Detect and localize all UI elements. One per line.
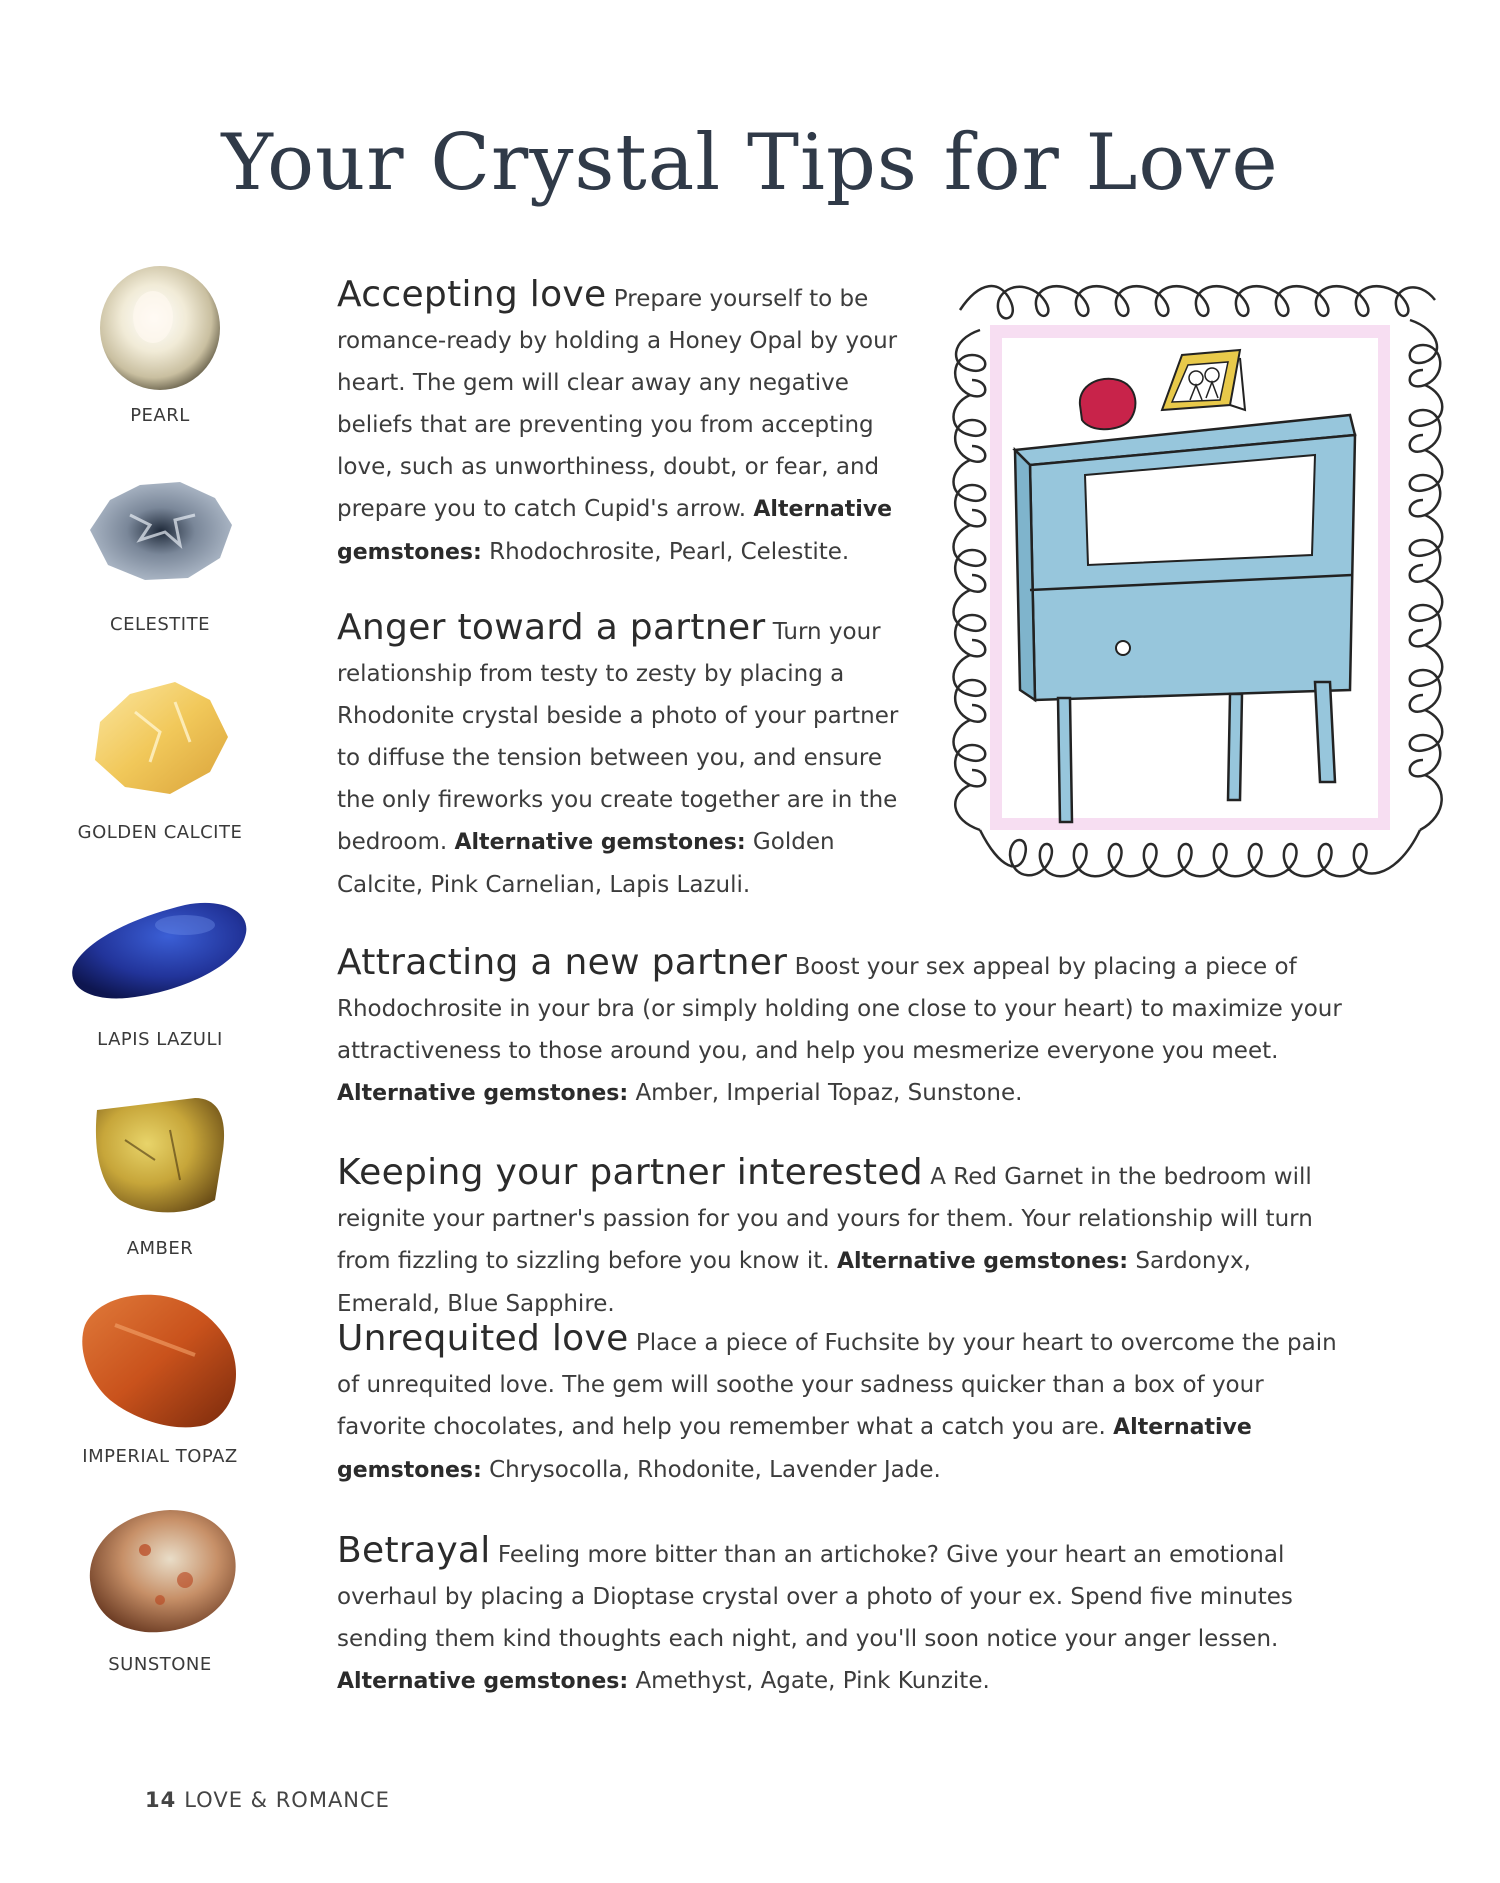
tip-unrequited-love (337, 1318, 1357, 1492)
tip-alt-label: Alternative gemstones: (337, 1081, 629, 1106)
tip-alt-list: Chrysocolla, Rhodonite, Lavender Jade. (481, 1457, 941, 1483)
tip-betrayal (337, 1530, 1357, 1703)
tip-anger-toward-partner (337, 607, 927, 906)
tip-alt-list: Golden Calcite, Pink Carnelian, Lapis Lazuli. (337, 829, 835, 898)
tip-alt-list: Sardonyx, Emerald, Blue Sapphire. (337, 1248, 1251, 1317)
tip-attracting-new-partner (337, 942, 1357, 1115)
page-number: 14 (145, 1788, 177, 1812)
tip-body: Place a piece of Fuchsite by your heart to overcome the pain of unrequited love. The gem will soothe your sadness quicker than a box of your favorite chocolates, and help you remember what a catch you are. (337, 1330, 1337, 1440)
amber-image (0, 1090, 320, 1220)
tip-heading: Anger toward a partner (337, 607, 766, 648)
tip-body: Prepare yourself to be romance-ready by holding a Honey Opal by your heart. The gem will clear away any negative beliefs that are preventing you from accepting love, such as unworthiness, doubt, or fear, and prepare you to catch Cupid's arrow. (337, 286, 898, 522)
tip-alt-label: Alternative gemstones: (454, 830, 746, 855)
page-footer (145, 1788, 390, 1812)
imperial-topaz-image (0, 1285, 320, 1435)
golden-calcite-image (0, 672, 320, 802)
gem-label-amber: AMBER (126, 1238, 194, 1259)
gem-label-pearl: PEARL (130, 405, 190, 426)
tip-body: Turn your relationship from testy to zesty by placing a Rhodonite crystal beside a photo of your partner to diffuse the tension between you, and ensure the only fireworks you create together are in the bedroom. (337, 619, 899, 855)
lapis-lazuli-image (0, 895, 320, 1005)
tip-heading: Unrequited love (337, 1318, 629, 1359)
tip-body: Feeling more bitter than an artichoke? Give your heart an emotional overhaul by placing a Dioptase crystal over a photo of your ex. Spend five minutes sending them kind thoughts each night, and you'll soon notice your anger lessen. (337, 1542, 1293, 1652)
tip-alt-list: Rhodochrosite, Pearl, Celestite. (481, 539, 850, 565)
tip-keeping-partner-interested (337, 1152, 1357, 1325)
tip-alt-label: Alternative gemstones: (337, 1415, 1252, 1483)
tip-alt-list: Amethyst, Agate, Pink Kunzite. (628, 1668, 990, 1694)
pearl-image (0, 262, 320, 392)
celestite-image (0, 470, 320, 590)
tip-body: A Red Garnet in the bedroom will reignite your partner's passion for you and yours for them. Your relationship will turn from fizzling to sizzling before you know it. (337, 1164, 1313, 1274)
tip-heading: Accepting love (337, 274, 607, 315)
tip-heading: Betrayal (337, 1530, 491, 1571)
tip-heading: Keeping your partner interested (337, 1152, 923, 1193)
tip-heading: Attracting a new partner (337, 942, 788, 983)
gem-label-golden-calcite: GOLDEN CALCITE (77, 822, 243, 843)
gem-label-imperial-topaz: IMPERIAL TOPAZ (82, 1446, 238, 1467)
tip-body: Boost your sex appeal by placing a piece of Rhodochrosite in your bra (or simply holding one close to your heart) to maximize your attractiveness to those around you, and help you mesmerize everyone you meet. (337, 954, 1342, 1064)
tip-alt-label: Alternative gemstones: (337, 1669, 629, 1694)
page-title: Your Crystal Tips for Love (221, 118, 1279, 208)
tip-accepting-love (337, 274, 927, 574)
gem-label-celestite: CELESTITE (110, 614, 210, 635)
gem-label-sunstone: SUNSTONE (108, 1654, 212, 1675)
nightstand-illustration (940, 270, 1460, 920)
gem-label-lapis-lazuli: LAPIS LAZULI (97, 1029, 223, 1050)
sunstone-image (0, 1500, 320, 1640)
tip-alt-label: Alternative gemstones: (836, 1249, 1129, 1274)
section-name: LOVE & ROMANCE (184, 1788, 390, 1812)
tip-alt-list: Amber, Imperial Topaz, Sunstone. (628, 1080, 1023, 1106)
tip-alt-label: Alternative gemstones: (337, 497, 893, 565)
